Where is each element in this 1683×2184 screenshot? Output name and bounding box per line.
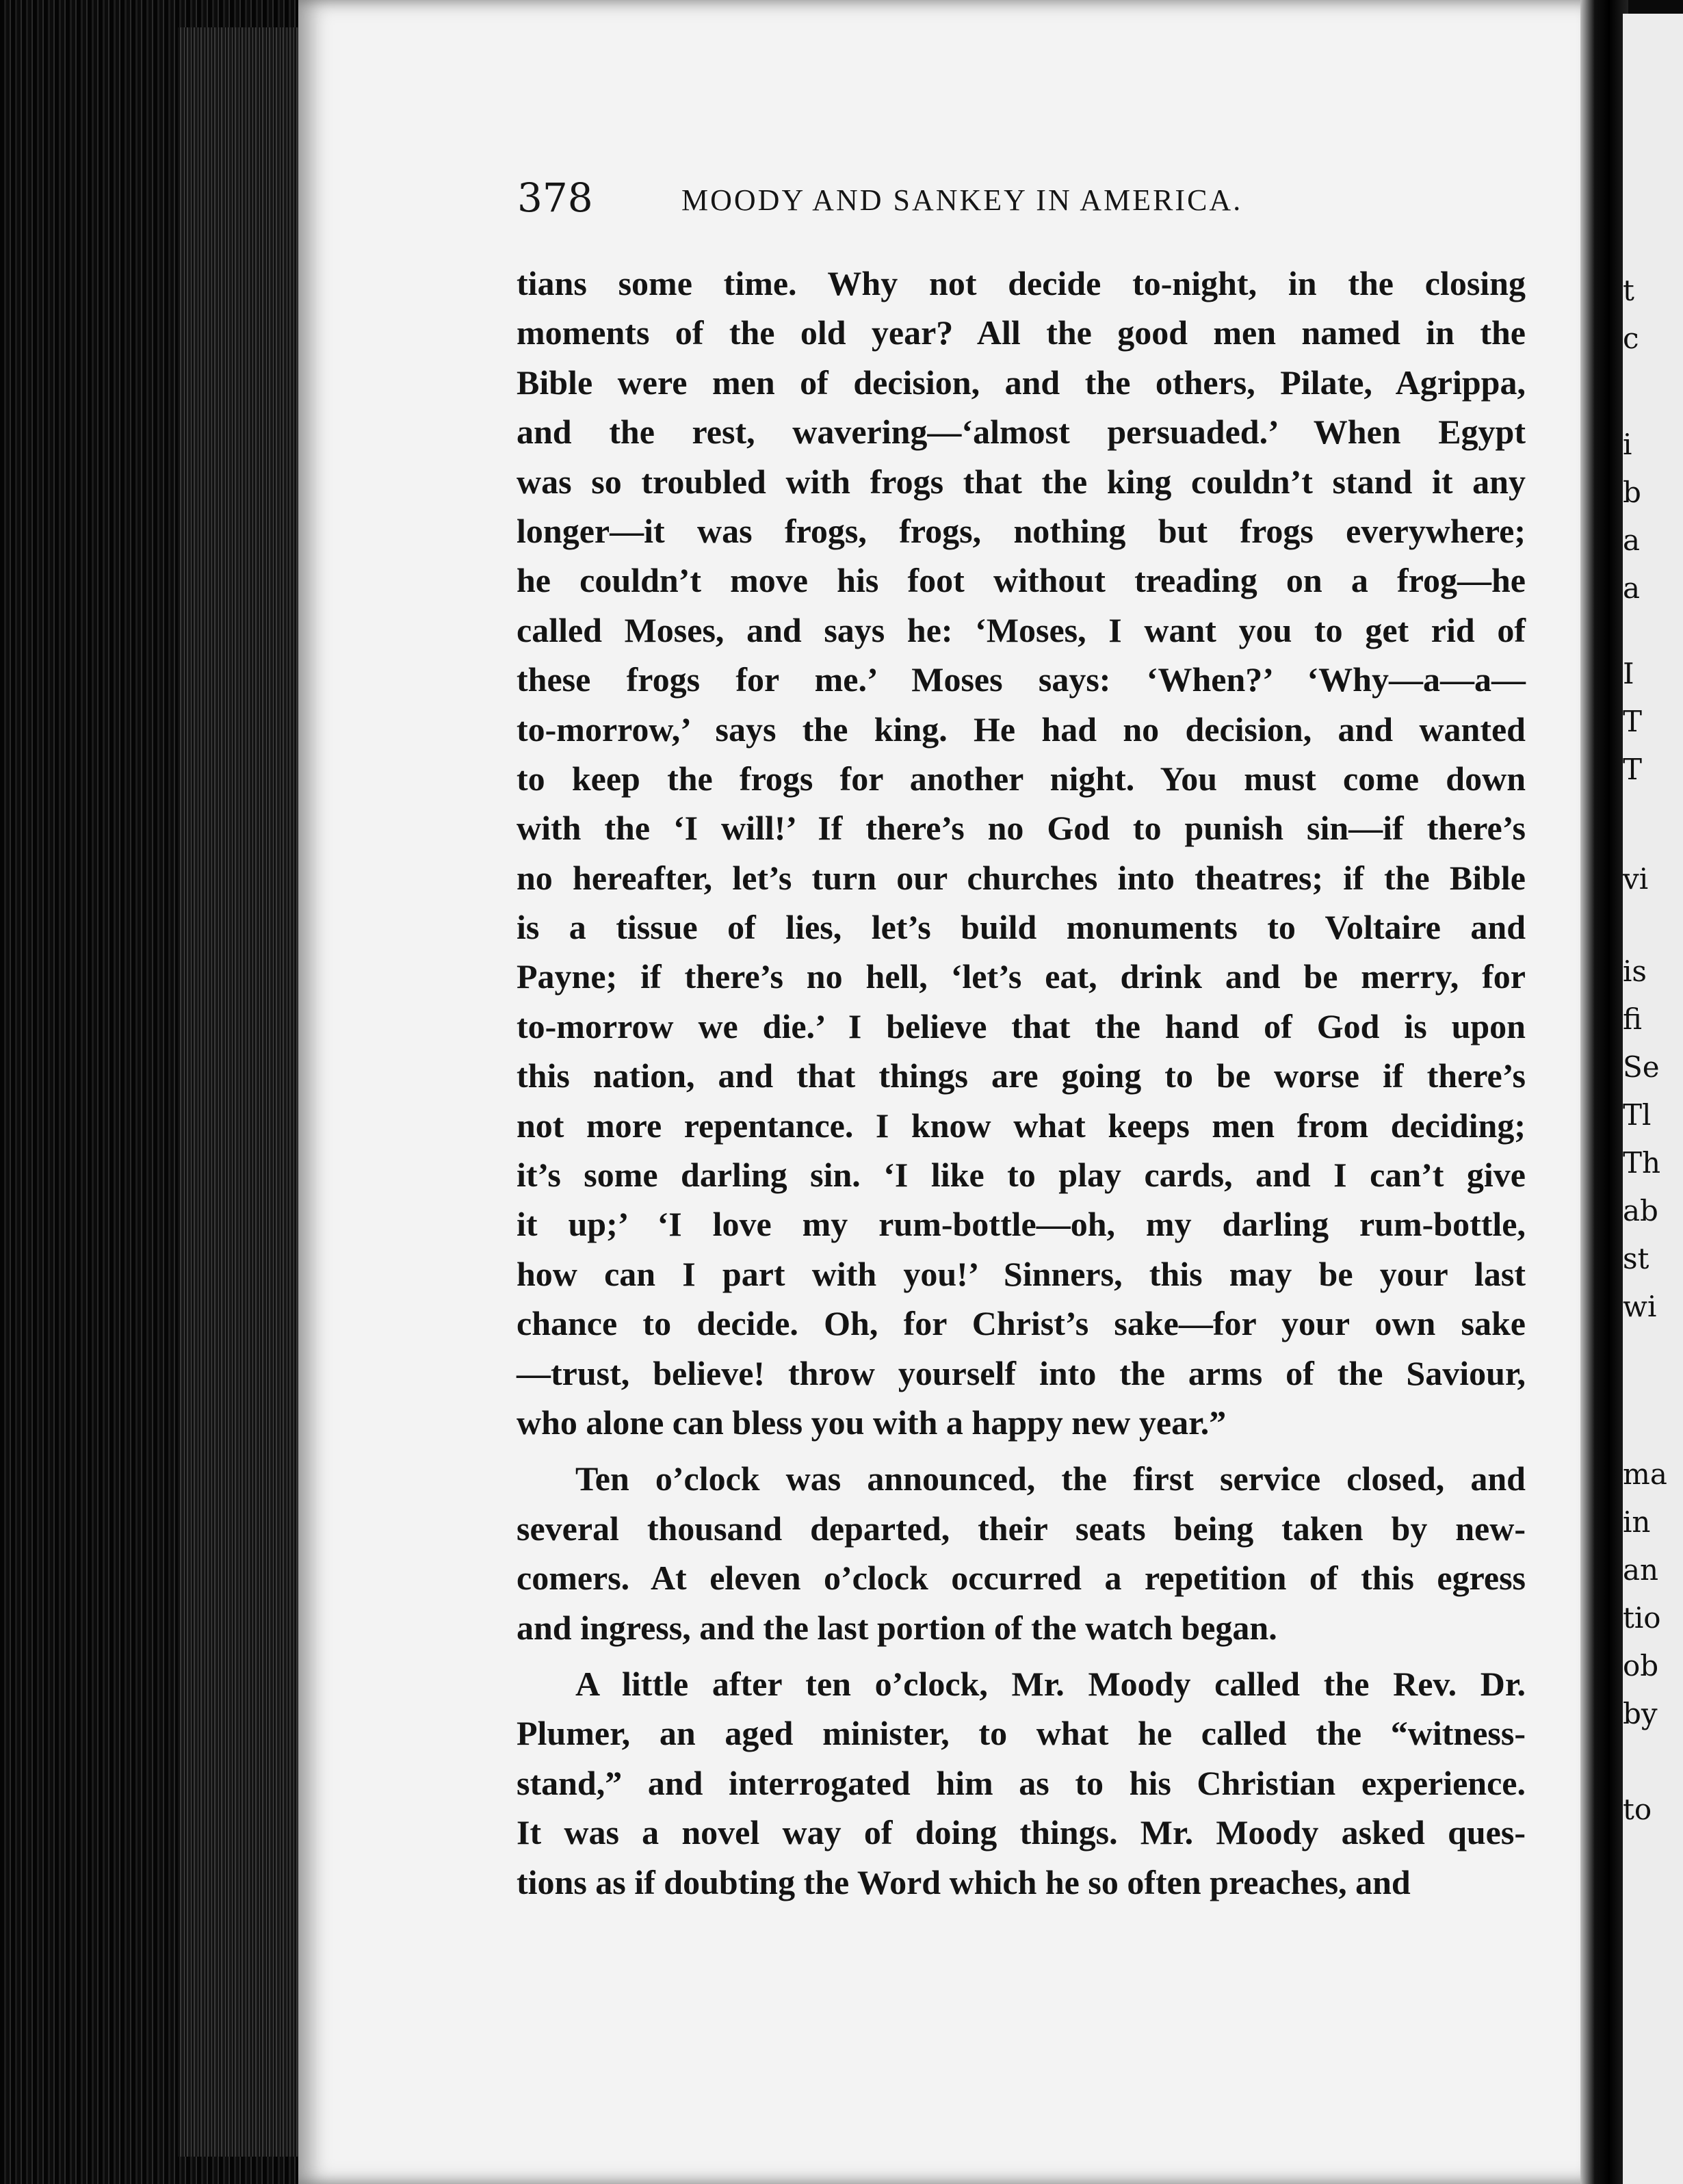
page-number: 378 [517, 174, 593, 221]
facing-page-fragment: T [1623, 705, 1643, 738]
facing-page-fragment: is [1623, 954, 1647, 988]
paragraph [517, 1659, 1526, 1907]
text-line: —trust, believe! throw yourself into the arms of the Saviour, [517, 1353, 1526, 1392]
facing-page-fragment: a [1623, 523, 1641, 557]
text-line: several thousand departed, their seats being taken by new- [517, 1509, 1526, 1548]
text-line: not more repentance. I know what keeps men from deciding; [517, 1106, 1526, 1145]
text-line: is a tissue of lies, let’s build monuments to Voltaire and [517, 908, 1526, 947]
text-line: to-morrow,’ says the king. He had no decision, and wanted [517, 710, 1526, 749]
facing-page-fragment: wi [1623, 1290, 1657, 1323]
text-line: It was a novel way of doing things. Mr. Moody asked ques- [517, 1813, 1526, 1852]
text-line: Payne; if there’s no hell, ‘let’s eat, drink and be merry, for [517, 957, 1526, 996]
text-line: it up;’ ‘I love my rum-bottle—oh, my darling rum-bottle, [517, 1205, 1526, 1244]
text-line: moments of the old year? All the good men named in the [517, 313, 1526, 352]
book-gutter [1580, 0, 1628, 2184]
facing-page-fragment: st [1623, 1242, 1649, 1275]
facing-page-fragment: t [1623, 274, 1634, 307]
paragraph [517, 1454, 1526, 1652]
facing-page-fragment: to [1623, 1793, 1652, 1826]
text-line: Ten o’clock was announced, the first service closed, and [575, 1459, 1526, 1498]
text-line: to keep the frogs for another night. You must come down [517, 759, 1526, 798]
running-head: MOODY AND SANKEY IN AMERICA. [681, 183, 1243, 217]
text-line: A little after ten o’clock, Mr. Moody called the Rev. Dr. [575, 1664, 1526, 1703]
facing-page-fragment: b [1623, 476, 1641, 509]
facing-page-fragment: in [1623, 1505, 1651, 1539]
body-text [517, 259, 1526, 1907]
text-line: this nation, and that things are going to be worse if there’s [517, 1056, 1526, 1095]
text-line: Plumer, an aged minister, to what he called the “witness- [517, 1714, 1526, 1753]
facing-page-fragment: ma [1623, 1457, 1667, 1491]
text-line: these frogs for me.’ Moses says: ‘When?’ ‘Why—a—a— [517, 660, 1526, 699]
facing-page-fragment: Th [1623, 1146, 1661, 1180]
text-line: to-morrow we die.’ I believe that the hand of God is upon [517, 1006, 1526, 1045]
text-line: chance to decide. Oh, for Christ’s sake—for your own sake [517, 1304, 1526, 1343]
facing-page-edge [1623, 14, 1683, 2184]
text-line: he couldn’t move his foot without treading on a frog—he [517, 561, 1526, 600]
book-page-edges [0, 0, 301, 2184]
facing-page-fragment: c [1623, 322, 1639, 355]
facing-page-fragment: ob [1623, 1649, 1659, 1682]
text-line: with the ‘I will!’ If there’s no God to punish sin—if there’s [517, 809, 1526, 848]
facing-page-fragment: T [1623, 753, 1643, 786]
text-line: Bible were men of decision, and the others, Pilate, Agrippa, [517, 363, 1526, 402]
facing-page-fragment: I [1623, 657, 1634, 690]
facing-page-fragment: by [1623, 1697, 1658, 1730]
text-line: no hereafter, let’s turn our churches into theatres; if the Bible [517, 858, 1526, 897]
facing-page-fragment: a [1623, 571, 1641, 605]
text-line: called Moses, and says he: ‘Moses, I want you to get rid of [517, 610, 1526, 649]
text-line: stand,” and interrogated him as to his Christian experience. [517, 1763, 1526, 1802]
text-line: who alone can bless you with a happy new year.” [517, 1403, 1227, 1442]
facing-page-fragment: Se [1623, 1050, 1660, 1084]
text-line: tions as if doubting the Word which he so often preaches, and [517, 1862, 1411, 1901]
text-line: was so troubled with frogs that the king couldn’t stand it any [517, 462, 1526, 501]
paragraph [517, 259, 1526, 1447]
facing-page-fragment: tio [1623, 1601, 1661, 1635]
page-header [517, 174, 1366, 229]
text-line: tians some time. Why not decide to-night, in the closing [517, 264, 1526, 302]
text-line: longer—it was frogs, frogs, nothing but frogs everywhere; [517, 511, 1526, 550]
facing-page-fragment: ab [1623, 1194, 1658, 1227]
facing-page-fragment: i [1623, 428, 1632, 461]
text-line: and the rest, wavering—‘almost persuaded.’ When Egypt [517, 413, 1526, 452]
facing-page-fragment: an [1623, 1553, 1659, 1587]
facing-page-fragment: vi [1623, 862, 1649, 896]
text-line: how can I part with you!’ Sinners, this may be your last [517, 1254, 1526, 1293]
text-line: it’s some darling sin. ‘I like to play cards, and I can’t give [517, 1156, 1526, 1195]
facing-page-fragment: Tl [1623, 1098, 1652, 1132]
text-line: comers. At eleven o’clock occurred a repetition of this egress [517, 1559, 1526, 1598]
text-line: and ingress, and the last portion of the watch began. [517, 1608, 1277, 1647]
facing-page-fragment: fi [1623, 1002, 1643, 1036]
